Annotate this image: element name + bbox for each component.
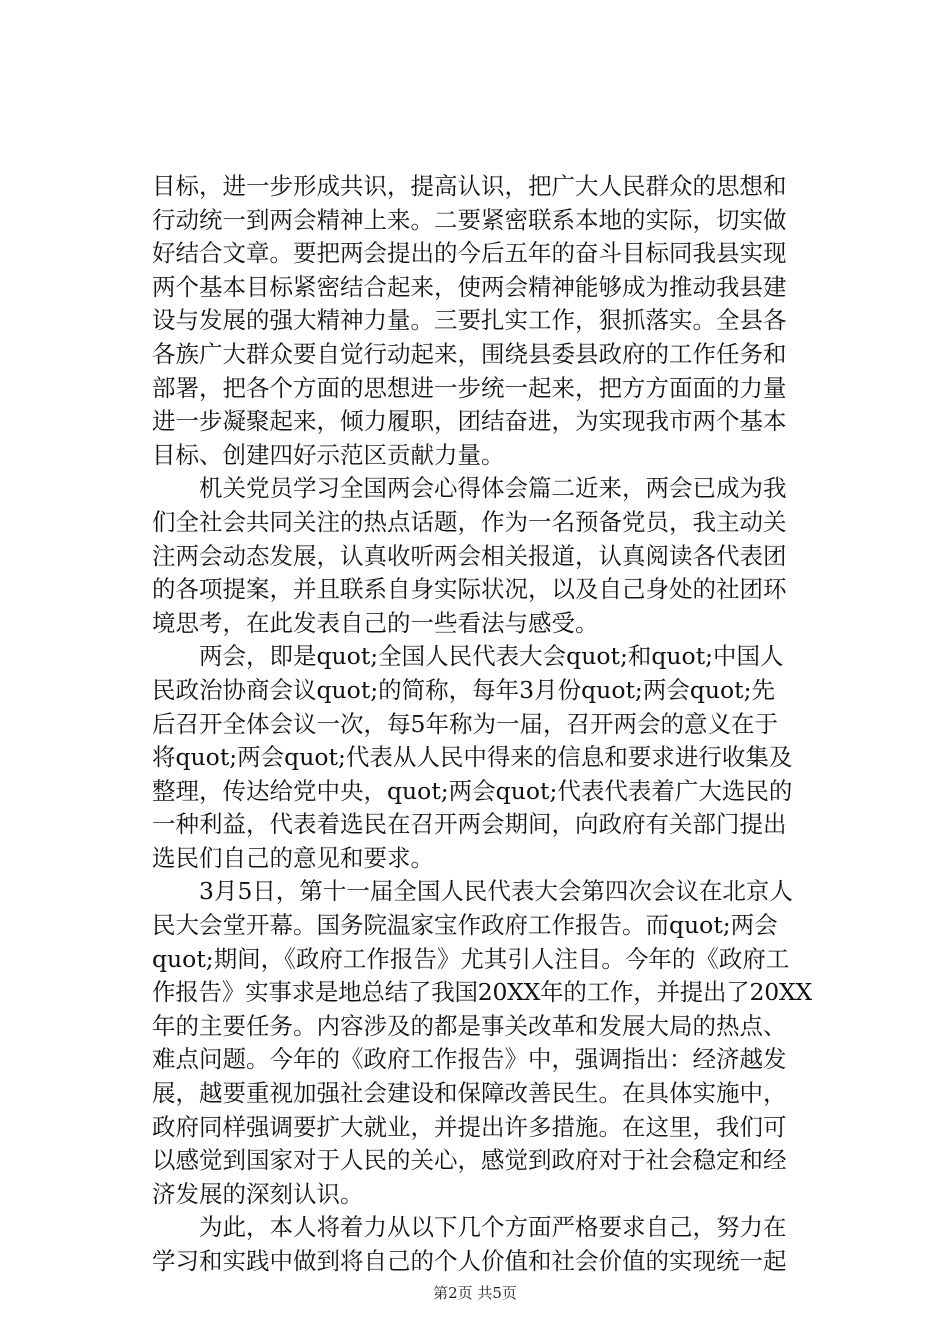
- text-line: 们全社会共同关注的热点话题，作为一名预备党员，我主动关: [152, 507, 787, 536]
- text-line: 学习和实践中做到将自己的个人价值和社会价值的实现统一起: [152, 1247, 787, 1275]
- text-line: 两会，即是quot;全国人民代表大会quot;和quot;中国人: [152, 642, 784, 671]
- text-line: quot;期间，《政府工作报告》尤其引人注目。今年的《政府工: [152, 944, 790, 973]
- text-line: 后召开全体会议一次，每5年称为一届，召开两会的意义在于: [152, 709, 778, 738]
- text-line: 的各项提案，并且联系自身实际状况，以及自己身处的社团环: [152, 575, 787, 604]
- text-line: 注两会动态发展，认真收听两会相关报道，认真阅读各代表团: [152, 541, 787, 570]
- text-line: 年的主要任务。内容涉及的都是事关改革和发展大局的热点、: [152, 1011, 787, 1040]
- text-line: 两个基本目标紧密结合起来，使两会精神能够成为推动我县建: [152, 272, 787, 301]
- text-line: 整理，传达给党中央，quot;两会quot;代表代表着广大选民的: [152, 776, 793, 805]
- text-line: 目标，进一步形成共识，提高认识，把广大人民群众的思想和: [152, 172, 787, 200]
- text-line: 进一步凝聚起来，倾力履职，团结奋进，为实现我市两个基本: [152, 407, 787, 436]
- text-line: 难点问题。今年的《政府工作报告》中，强调指出：经济越发: [152, 1045, 787, 1074]
- text-line: 境思考，在此发表自己的一些看法与感受。: [152, 608, 599, 637]
- text-line: 选民们自己的意见和要求。: [152, 843, 434, 872]
- text-line: 好结合文章。要把两会提出的今后五年的奋斗目标同我县实现: [152, 239, 787, 268]
- text-line: 设与发展的强大精神力量。三要扎实工作，狠抓落实。全县各: [152, 306, 787, 335]
- text-line: 部署，把各个方面的思想进一步统一起来，把方方面面的力量: [152, 373, 787, 402]
- text-line: 将quot;两会quot;代表从人民中得来的信息和要求进行收集及: [152, 743, 793, 772]
- text-line: 作报告》实事求是地总结了我国20XX年的工作，并提出了20XX: [152, 978, 812, 1007]
- text-line: 各族广大群众要自觉行动起来，围绕县委县政府的工作任务和: [152, 339, 787, 368]
- document-body: [152, 170, 812, 1279]
- text-line: 一种利益，代表着选民在召开两会期间，向政府有关部门提出: [152, 810, 787, 839]
- text-line: 机关党员学习全国两会心得体会篇二近来，两会已成为我: [152, 474, 787, 503]
- text-line: 民政治协商会议quot;的简称，每年3月份quot;两会quot;先: [152, 675, 776, 704]
- text-line: 行动统一到两会精神上来。二要紧密联系本地的实际，切实做: [152, 205, 787, 234]
- text-line: 展，越要重视加强社会建设和保障改善民生。在具体实施中，: [152, 1079, 787, 1108]
- page-footer: 第2页 共5页: [433, 1284, 517, 1302]
- text-line: 民大会堂开幕。国务院温家宝作政府工作报告。而quot;两会: [152, 911, 778, 940]
- text-line: 3月5日，第十一届全国人民代表大会第四次会议在北京人: [152, 877, 793, 906]
- text-line: 为此，本人将着力从以下几个方面严格要求自己，努力在: [152, 1213, 787, 1242]
- text-line: 政府同样强调要扩大就业，并提出许多措施。在这里，我们可: [152, 1112, 787, 1141]
- text-line: 济发展的深刻认识。: [152, 1179, 364, 1208]
- text-line: 目标、创建四好示范区贡献力量。: [152, 440, 505, 469]
- text-line: 以感觉到国家对于人民的关心，感觉到政府对于社会稳定和经: [152, 1146, 787, 1175]
